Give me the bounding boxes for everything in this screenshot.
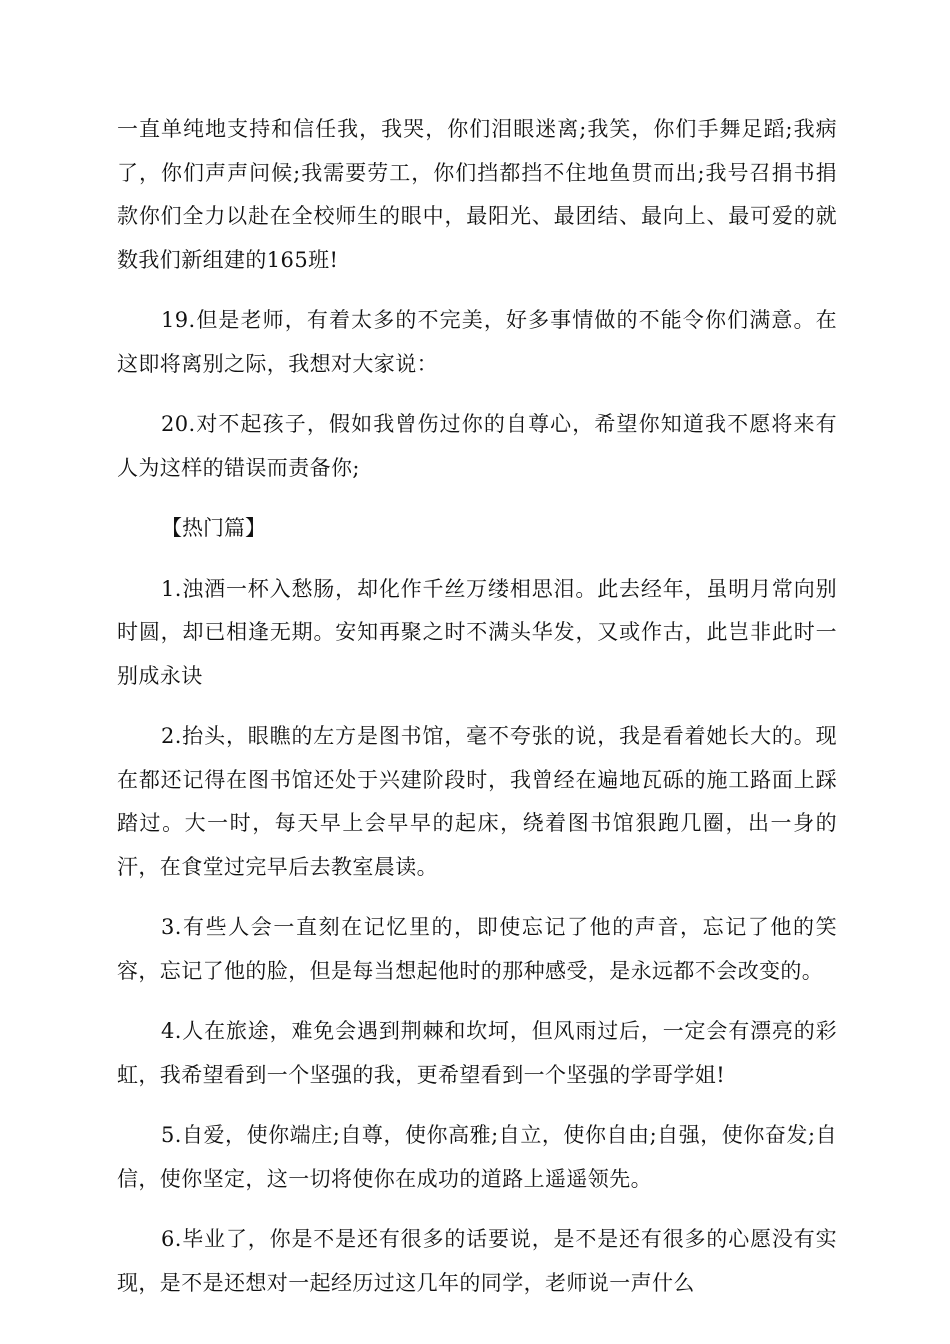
paragraph-19: 19.但是老师，有着太多的不完美，好多事情做的不能令你们满意。在这即将离别之际，我想对大家说： bbox=[117, 308, 837, 376]
hot-item-6: 6.毕业了，你是不是还有很多的话要说，是不是还有很多的心愿没有实现，是不是还想对一起经历过这几年的同学，老师说一声什么 bbox=[117, 1227, 837, 1295]
hot-item-4: 4.人在旅途，难免会遇到荆棘和坎坷，但风雨过后，一定会有漂亮的彩虹，我希望看到一个坚强的我，更希望看到一个坚强的学哥学姐! bbox=[117, 1019, 837, 1087]
hot-item-5: 5.自爱，使你端庄;自尊，使你高雅;自立，使你自由;自强，使你奋发;自信，使你坚定，这一切将使你在成功的道路上遥遥领先。 bbox=[117, 1123, 837, 1191]
section-heading: 【热门篇】 bbox=[161, 516, 266, 540]
paragraph-continuation: 一直单纯地支持和信任我，我哭，你们泪眼迷离;我笑，你们手舞足蹈;我病了，你们声声问候;我需要劳工，你们挡都挡不住地鱼贯而出;我号召捐书捐款你们全力以赴在全校师生的眼中，最阳光、最团结、最向上、最可爱的就数我们新组建的165班! bbox=[117, 117, 837, 272]
hot-item-3: 3.有些人会一直刻在记忆里的，即使忘记了他的声音，忘记了他的笑容，忘记了他的脸，但是每当想起他时的那种感受，是永远都不会改变的。 bbox=[117, 915, 837, 983]
hot-item-1: 1.浊酒一杯入愁肠，却化作千丝万缕相思泪。此去经年，虽明月常向别时圆，却已相逢无期。安知再聚之时不满头华发，又或作古，此岂非此时一别成永诀 bbox=[117, 576, 837, 688]
hot-item-2: 2.抬头，眼瞧的左方是图书馆，毫不夸张的说，我是看着她长大的。现在都还记得在图书馆还处于兴建阶段时，我曾经在遍地瓦砾的施工路面上踩踏过。大一时，每天早上会早早的起床，绕着图书馆狠跑几圈，出一身的汗，在食堂过完早后去教室晨读。 bbox=[117, 724, 837, 879]
paragraph-20: 20.对不起孩子，假如我曾伤过你的自尊心，希望你知道我不愿将来有人为这样的错误而责备你; bbox=[117, 412, 837, 480]
document-page bbox=[117, 108, 837, 1305]
